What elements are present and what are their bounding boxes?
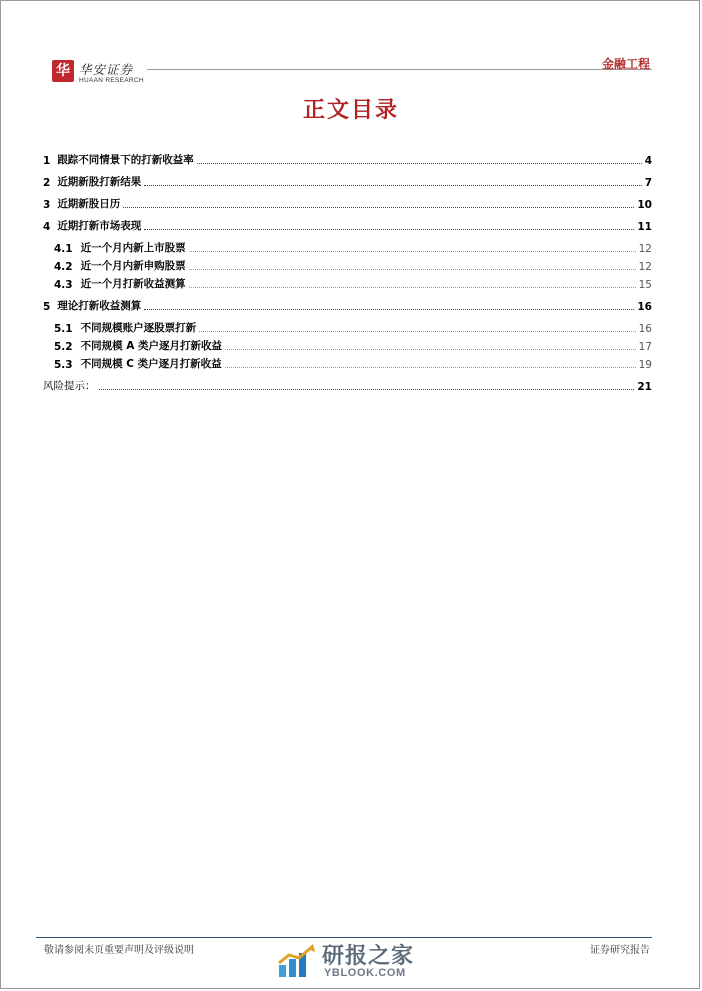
toc-number: 4.1 [54,243,73,255]
toc-text: 理论打新收益测算 [57,300,142,312]
toc-leader [99,389,635,390]
toc-entry[interactable] [43,291,652,313]
toc-text: 近一个月内新申购股票 [80,260,186,272]
toc-subentry[interactable] [43,273,652,291]
toc-page: 21 [637,381,652,393]
toc-page: 17 [638,341,652,353]
toc-page: 10 [637,199,652,211]
toc-leader [225,367,636,368]
toc-text: 不同规模 A 类户逐月打新收益 [80,340,223,352]
toc-subentry[interactable] [43,353,652,371]
toc-leader [189,269,636,270]
toc-page: 12 [638,261,652,273]
toc-leader [199,331,636,332]
toc-text: 近一个月内新上市股票 [80,242,186,254]
toc-text: 跟踪不同情景下的打新收益率 [57,154,194,166]
header-divider [147,69,652,70]
toc-entry[interactable] [43,189,652,211]
logo-glyph: 华 [56,63,70,79]
toc-subentry[interactable] [43,237,652,255]
toc-leader [197,163,642,164]
toc-page: 7 [644,177,652,189]
toc-text: 近期新股打新结果 [57,176,142,188]
toc-entry[interactable] [43,145,652,167]
brand-name-en: HUAAN RESEARCH [79,77,144,84]
toc-number: 2 [43,177,51,189]
toc-page: 4 [644,155,652,167]
toc-leader [189,287,636,288]
toc-number: 4.3 [54,279,73,291]
footer-report-type: 证券研究报告 [590,945,650,956]
toc-subentry[interactable] [43,335,652,353]
toc-leader [225,349,636,350]
toc-page: 12 [638,243,652,255]
toc-number: 5.3 [54,359,73,371]
huaan-logo-icon [52,60,74,82]
brand-name-cn: 华安证券 [79,62,134,77]
toc-text: 不同规模账户逐股票打新 [80,322,197,334]
toc-page: 19 [638,359,652,371]
toc-entry[interactable] [43,167,652,189]
report-section: 金融工程 [601,57,650,71]
toc-leader [123,207,634,208]
toc-number: 5.1 [54,323,73,335]
toc-number: 4 [43,221,51,233]
toc-subentry[interactable] [43,317,652,335]
toc-page: 15 [638,279,652,291]
table-of-contents [43,145,652,393]
toc-leader [144,185,641,186]
toc-entry-risk[interactable] [43,371,652,393]
toc-number: 1 [43,155,51,167]
toc-leader [144,229,634,230]
toc-leader [189,251,636,252]
toc-page: 16 [637,301,652,313]
toc-text: 风险提示： [43,380,96,392]
toc-text: 近一个月打新收益测算 [80,278,186,290]
toc-number: 3 [43,199,51,211]
toc-page: 11 [637,221,652,233]
toc-text: 近期新股日历 [57,198,121,210]
page-title: 正文目录 [302,98,399,123]
toc-leader [144,309,634,310]
watermark-url: YBLOOK.COM [324,967,406,979]
toc-page: 16 [638,323,652,335]
footer-disclaimer: 敬请参阅末页重要声明及评级说明 [44,945,194,956]
toc-text: 近期打新市场表现 [57,220,142,232]
watermark-title: 研报之家 [322,944,415,969]
toc-text: 不同规模 C 类户逐月打新收益 [80,358,222,370]
toc-subentry[interactable] [43,255,652,273]
footer-divider [36,937,652,938]
toc-number: 5.2 [54,341,73,353]
toc-number: 5 [43,301,51,313]
watermark-chart-icon [277,943,317,979]
toc-number: 4.2 [54,261,73,273]
toc-entry[interactable] [43,211,652,233]
